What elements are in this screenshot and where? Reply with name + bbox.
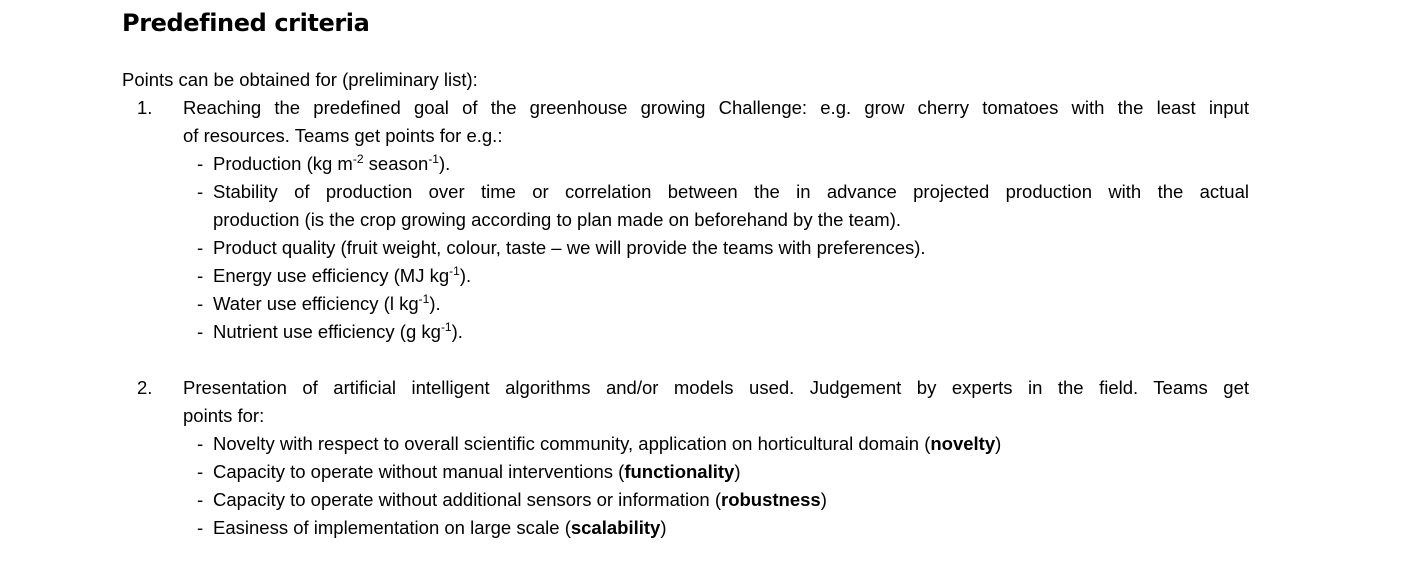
sub-item-body: [213, 514, 1249, 542]
text-segment: Easiness of implementation on large scale (: [213, 517, 571, 538]
numbered-list: [0, 94, 1403, 542]
text-segment: points for:: [183, 405, 265, 426]
intro-line: Points can be obtained for (preliminary list):: [122, 69, 478, 90]
text-segment: ): [734, 461, 741, 482]
text-segment: Capacity to operate without manual interventions (: [213, 461, 625, 482]
sub-item-body: [213, 262, 1249, 290]
text-line: [213, 262, 1249, 290]
superscript-text: -1: [449, 263, 460, 278]
text-segment: Presentation of artificial intelligent algorithms and/or models used. Judgement by experts in the field. Teams get: [183, 377, 1249, 398]
text-segment: Energy use efficiency (MJ kg: [213, 265, 450, 286]
dash-bullet: -: [197, 293, 204, 314]
dash-bullet: -: [197, 489, 204, 510]
text-line: [213, 514, 1249, 542]
dash-bullet: -: [197, 517, 204, 538]
text-line: [183, 122, 1249, 150]
text-line: [213, 290, 1249, 318]
sub-list-item: [197, 514, 1249, 542]
text-line: [213, 234, 1249, 262]
text-segment: ).: [451, 321, 463, 342]
text-segment: scalability: [570, 517, 661, 538]
sub-item-body: [213, 318, 1249, 346]
sub-item-body: [213, 234, 1249, 262]
text-line: [183, 374, 1249, 402]
text-segment: ).: [459, 265, 472, 286]
text-segment: novelty: [930, 433, 996, 454]
document-page: [0, 8, 1403, 567]
text-segment: Production (kg m: [213, 153, 353, 174]
text-segment: ): [660, 517, 667, 538]
sub-list-item: [197, 458, 1249, 486]
text-segment: Reaching the predefined goal of the greenhouse growing Challenge: e.g. grow cherry tomatoes with the least input: [183, 97, 1249, 118]
sub-list-item: [197, 178, 1249, 234]
text-segment: Novelty with respect to overall scientific community, application on horticultural domain (: [213, 433, 931, 454]
sub-list-item: [197, 430, 1249, 458]
text-segment: Stability of production over time or correlation between the in advance projected production with the actual: [213, 181, 1249, 202]
text-segment: Water use efficiency (l kg: [213, 293, 419, 314]
sub-item-body: [213, 290, 1249, 318]
text-line: [213, 486, 1249, 514]
sub-item-body: [213, 486, 1249, 514]
text-line: [213, 206, 1249, 234]
dash-bullet: -: [197, 433, 204, 454]
list-number: 2.: [137, 377, 153, 398]
text-line: [213, 430, 1249, 458]
text-line: [213, 150, 1249, 178]
list-number: 1.: [137, 97, 153, 118]
sub-list: [197, 150, 1249, 346]
sub-item-body: [213, 178, 1249, 234]
list-item-body: [183, 94, 1249, 346]
text-segment: Nutrient use efficiency (g kg: [213, 321, 441, 342]
dash-bullet: -: [197, 321, 204, 342]
sub-item-body: [213, 430, 1249, 458]
dash-bullet: -: [197, 461, 204, 482]
text-segment: ): [995, 433, 1002, 454]
text-line: [213, 318, 1249, 346]
sub-list-item: [197, 234, 1249, 262]
text-segment: ).: [438, 153, 451, 174]
superscript-text: -2: [352, 151, 364, 166]
text-segment: robustness: [721, 489, 821, 510]
sub-item-body: [213, 150, 1249, 178]
text-line: [183, 94, 1249, 122]
list-item: [137, 374, 1249, 542]
superscript-text: -1: [428, 151, 439, 166]
dash-bullet: -: [197, 265, 204, 286]
text-segment: Product quality (fruit weight, colour, taste – we will provide the teams with preferences).: [213, 237, 926, 258]
sub-list-item: [197, 150, 1249, 178]
text-segment: production (is the crop growing according to plan made on beforehand by the team).: [213, 209, 901, 230]
text-line: [183, 402, 1249, 430]
text-segment: functionality: [624, 461, 735, 482]
sub-item-body: [213, 458, 1249, 486]
sub-list-item: [197, 486, 1249, 514]
sub-list: [197, 430, 1249, 542]
dash-bullet: -: [197, 153, 204, 174]
text-line: [213, 178, 1249, 206]
text-segment: of resources. Teams get points for e.g.:: [183, 125, 503, 146]
superscript-text: -1: [440, 319, 452, 334]
dash-bullet: -: [197, 237, 204, 258]
list-item-body: [183, 374, 1249, 542]
list-item: [137, 94, 1249, 346]
text-segment: ): [820, 489, 827, 510]
document-title: Predefined criteria: [122, 9, 370, 37]
dash-bullet: -: [197, 181, 204, 202]
text-segment: ).: [429, 293, 441, 314]
superscript-text: -1: [418, 291, 430, 306]
sub-list-item: [197, 318, 1249, 346]
text-line: [213, 458, 1249, 486]
sub-list-item: [197, 290, 1249, 318]
text-segment: Capacity to operate without additional sensors or information (: [213, 489, 721, 510]
text-segment: season: [363, 153, 429, 174]
sub-list-item: [197, 262, 1249, 290]
